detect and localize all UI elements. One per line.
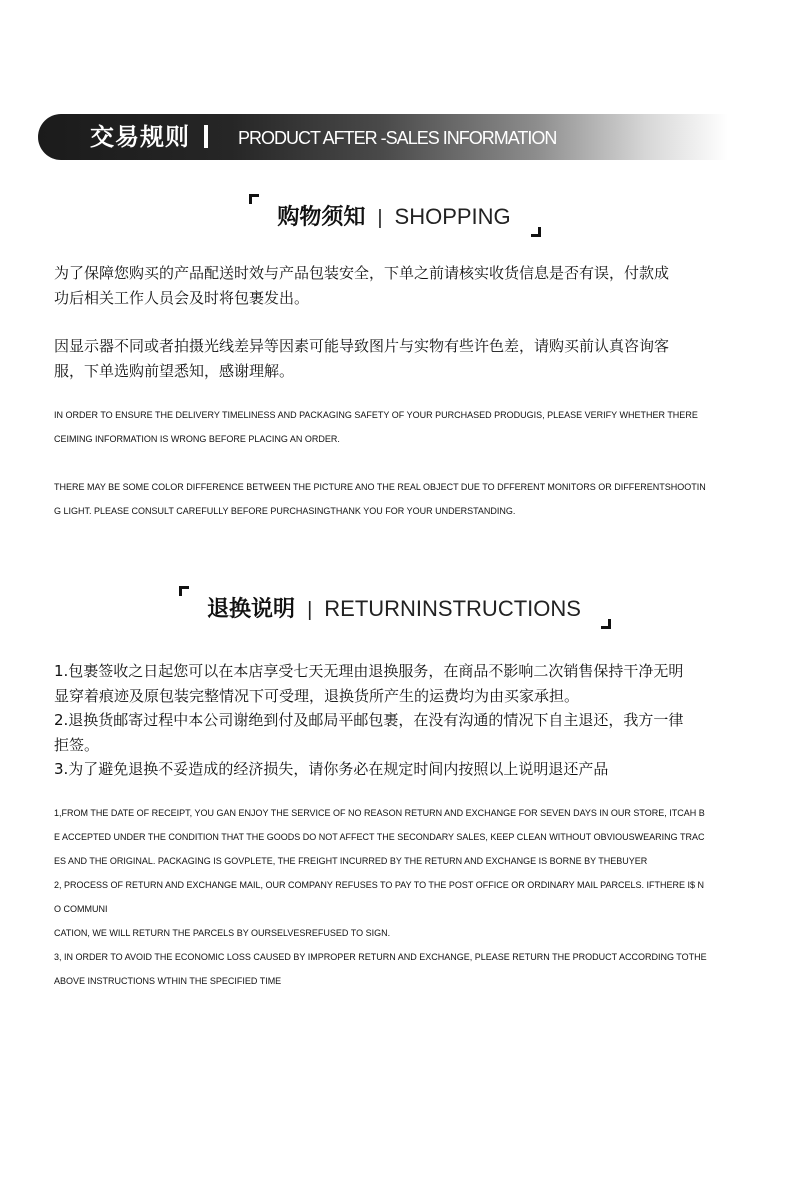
- list-item: 拒签。: [54, 735, 100, 754]
- title-separator: |: [307, 599, 313, 621]
- text-line: 功后相关工作人员会及时将包裹发出。: [54, 289, 310, 307]
- corner-bracket-icon: [531, 227, 541, 237]
- text-line: THERE MAY BE SOME COLOR DIFFERENCE BETWEEN THE PICTURE ANO THE REAL OBJECT DUE TO DFFERENT MONITORS OR DIFFERENTSHOOTIN: [54, 482, 706, 492]
- text-line: ES AND THE ORIGINAL. PACKAGING IS GOVPLETE, THE FREIGHT INCURRED BY THE RETURN AND EXCHANGE IS BORNE BY THEBUYER: [54, 856, 648, 866]
- returns-title-en: RETURNINSTRUCTIONS: [324, 596, 581, 621]
- shopping-title-en: SHOPPING: [394, 204, 511, 229]
- list-item: 显穿着痕迹及原包装完整情况下可受理，退换货所产生的运费均为由买家承担。: [54, 686, 580, 705]
- text-line: CEIMING INFORMATION IS WRONG BEFORE PLACING AN ORDER.: [54, 434, 340, 444]
- list-item: 3.为了避免退换不妥造成的经济损失，请你务必在规定时间内按照以上说明退还产品: [54, 760, 609, 778]
- text-line: 服，下单选购前望悉知，感谢理解。: [54, 362, 295, 380]
- text-line: E ACCEPTED UNDER THE CONDITION THAT THE GOODS DO NOT AFFECT THE SECONDARY SALES, KEEP CLEAN WITHOUT OBVIOUSWEARING TRAC: [54, 832, 705, 842]
- returns-section-title: [0, 592, 790, 623]
- corner-bracket-icon: [601, 619, 611, 629]
- header-banner: [38, 114, 728, 160]
- text-line: 因显示器不同或者拍摄光线差异等因素可能导致图片与实物有些许色差，请购买前认真咨询客: [54, 337, 670, 355]
- list-item: 2.退换货邮寄过程中本公司谢绝到付及邮局平邮包裹，在没有沟通的情况下自主退还，我方一律: [54, 711, 684, 729]
- banner-divider: [204, 125, 208, 148]
- list-item: 1.包裹签收之日起您可以在本店享受七天无理由退换服务，在商品不影响二次销售保持干净无明: [54, 662, 684, 680]
- banner-title-en: PRODUCT AFTER -SALES INFORMATION: [238, 128, 557, 148]
- text-line: G LIGHT. PLEASE CONSULT CAREFULLY BEFORE PURCHASINGTHANK YOU FOR YOUR UNDERSTANDING.: [54, 506, 516, 516]
- shopping-en-paragraph-1: [54, 403, 744, 451]
- shopping-title-cn: 购物须知: [277, 205, 366, 230]
- shopping-en-paragraph-2: [54, 475, 744, 523]
- corner-bracket-icon: [179, 586, 189, 596]
- text-line: 3, IN ORDER TO AVOID THE ECONOMIC LOSS CAUSED BY IMPROPER RETURN AND EXCHANGE, PLEASE RETURN THE PRODUCT ACCORDING TOTHE: [54, 952, 707, 962]
- shopping-cn-paragraph-1: [54, 261, 734, 311]
- banner-title-cn: 交易规则: [90, 123, 190, 151]
- text-line: 为了保障您购买的产品配送时效与产品包装安全，下单之前请核实收货信息是否有误，付款成: [54, 264, 670, 282]
- text-line: ABOVE INSTRUCTIONS WTHIN THE SPECIFIED TIME: [54, 976, 282, 986]
- text-line: 1,FROM THE DATE OF RECEIPT, YOU GAN ENJOY THE SERVICE OF NO REASON RETURN AND EXCHANGE FOR SEVEN DAYS IN OUR STORE, ITCAH B: [54, 808, 705, 818]
- text-line: IN ORDER TO ENSURE THE DELIVERY TIMELINESS AND PACKAGING SAFETY OF YOUR PURCHASED PRODUGIS, PLEASE VERIFY WHETHER THERE: [54, 410, 698, 420]
- text-line: CATION, WE WILL RETURN THE PARCELS BY OURSELVESREFUSED TO SIGN.: [54, 928, 391, 938]
- returns-cn-list: [54, 659, 744, 782]
- text-line: O COMMUNI: [54, 904, 108, 914]
- corner-bracket-icon: [249, 194, 259, 204]
- title-separator: |: [377, 207, 383, 229]
- returns-en-list: [54, 801, 744, 993]
- returns-title-cn: 退换说明: [207, 597, 296, 622]
- shopping-section-title: [0, 200, 790, 231]
- text-line: 2, PROCESS OF RETURN AND EXCHANGE MAIL, OUR COMPANY REFUSES TO PAY TO THE POST OFFICE OR ORDINARY MAIL PARCELS. IFTHERE I$ N: [54, 880, 704, 890]
- shopping-cn-paragraph-2: [54, 334, 734, 384]
